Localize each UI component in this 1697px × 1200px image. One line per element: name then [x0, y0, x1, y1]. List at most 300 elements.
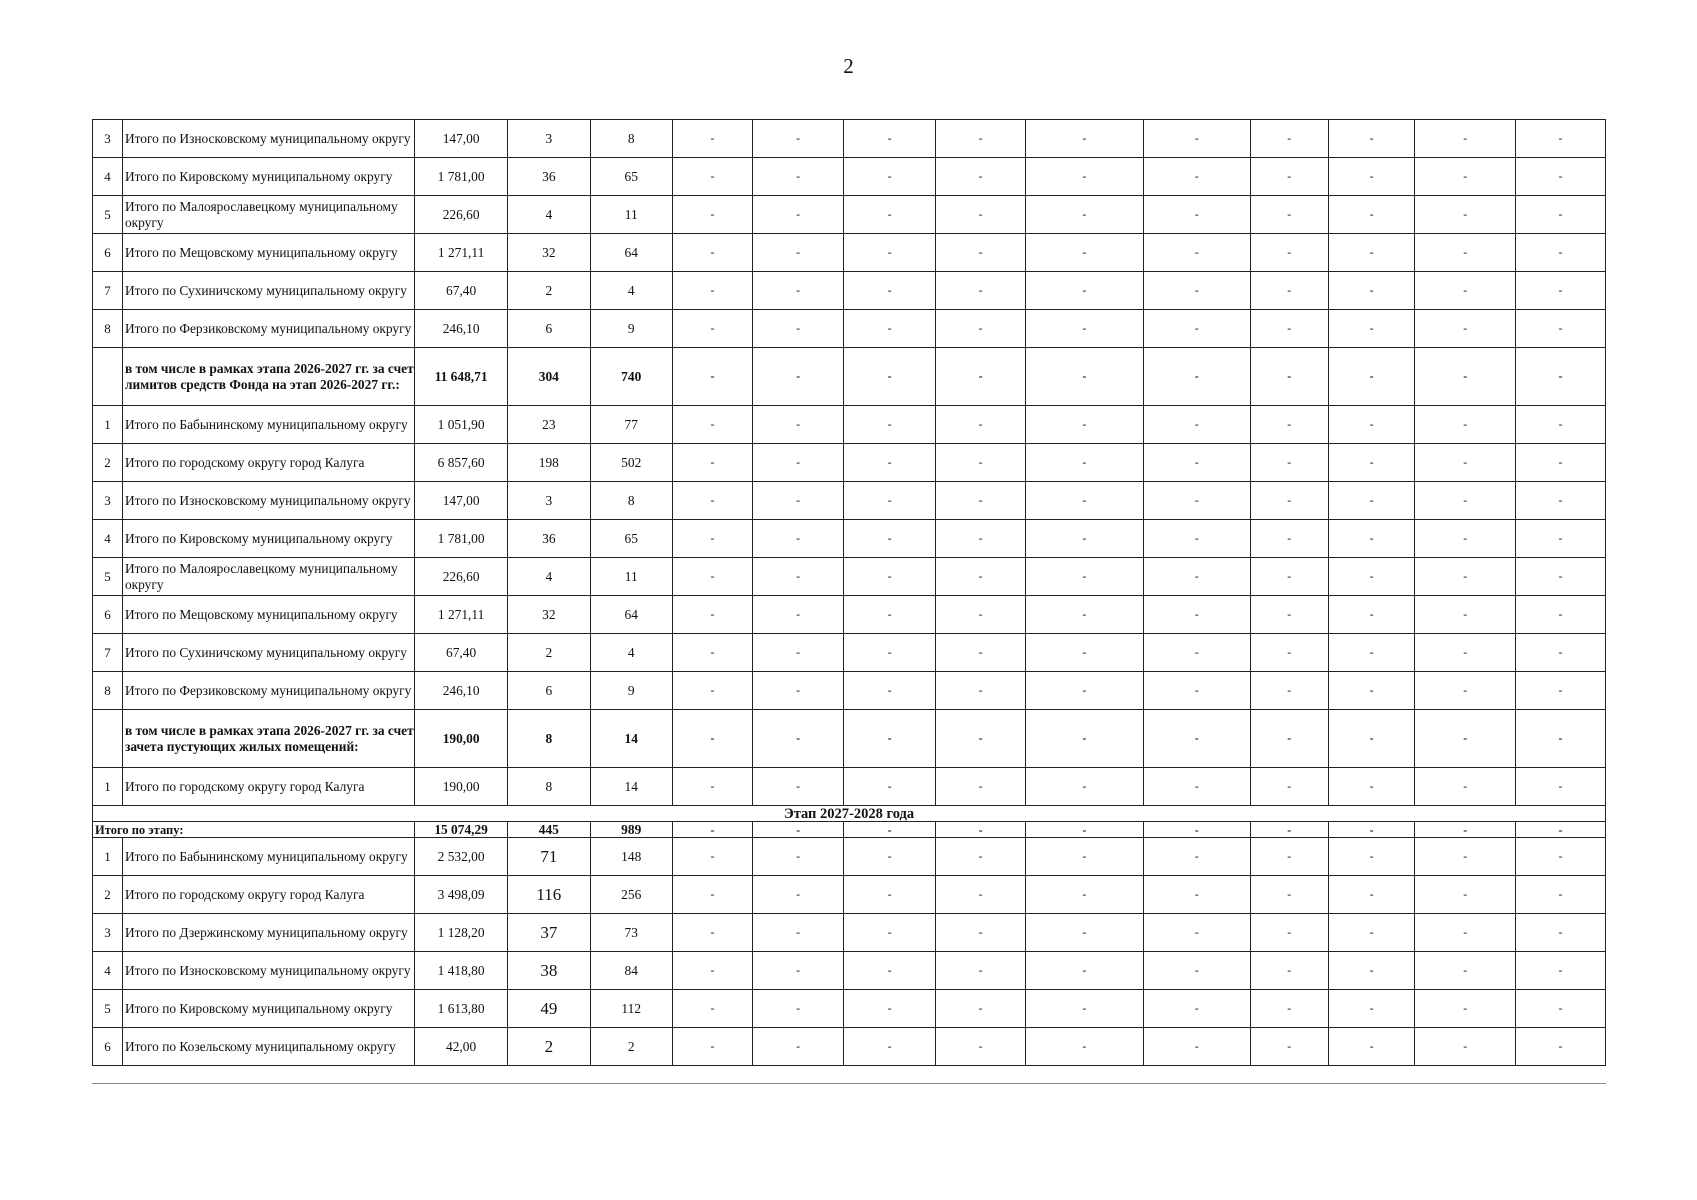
empty-value-cell: -: [1415, 952, 1516, 990]
empty-value-cell: -: [1328, 120, 1415, 158]
empty-value-cell: -: [1516, 272, 1606, 310]
empty-value-cell: -: [936, 520, 1026, 558]
empty-value-cell: -: [844, 558, 936, 596]
empty-value-cell: -: [1250, 634, 1328, 672]
empty-value-cell: -: [1328, 710, 1415, 768]
empty-value-cell: -: [1143, 710, 1250, 768]
empty-value-cell: -: [1415, 876, 1516, 914]
table-row: [93, 158, 1606, 196]
empty-value-cell: -: [1328, 876, 1415, 914]
empty-value-cell: -: [844, 822, 936, 838]
housing-count-cell: 304: [508, 348, 590, 406]
area-cell: 67,40: [415, 272, 508, 310]
empty-value-cell: -: [1143, 406, 1250, 444]
residents-count-cell: 2: [590, 1028, 672, 1066]
table-row: [93, 558, 1606, 596]
empty-value-cell: -: [672, 596, 752, 634]
empty-value-cell: -: [936, 234, 1026, 272]
empty-value-cell: -: [1415, 634, 1516, 672]
row-number-cell: 5: [93, 558, 123, 596]
empty-value-cell: -: [844, 234, 936, 272]
empty-value-cell: -: [1026, 444, 1144, 482]
empty-value-cell: -: [1516, 634, 1606, 672]
empty-value-cell: -: [753, 234, 844, 272]
empty-value-cell: -: [753, 914, 844, 952]
row-number-cell: 8: [93, 310, 123, 348]
table-row: [93, 838, 1606, 876]
empty-value-cell: -: [753, 952, 844, 990]
empty-value-cell: -: [1143, 914, 1250, 952]
empty-value-cell: -: [1250, 234, 1328, 272]
residents-count-cell: 14: [590, 710, 672, 768]
empty-value-cell: -: [1415, 158, 1516, 196]
table-row: [93, 672, 1606, 710]
empty-value-cell: -: [672, 120, 752, 158]
empty-value-cell: -: [936, 634, 1026, 672]
empty-value-cell: -: [844, 710, 936, 768]
empty-value-cell: -: [1026, 120, 1144, 158]
empty-value-cell: -: [1250, 272, 1328, 310]
area-cell: 1 781,00: [415, 158, 508, 196]
empty-value-cell: -: [753, 120, 844, 158]
empty-value-cell: -: [1143, 634, 1250, 672]
municipality-name-cell: Итого по Бабынинскому муниципальному округу: [122, 838, 414, 876]
empty-value-cell: -: [1250, 952, 1328, 990]
residents-count-cell: 11: [590, 558, 672, 596]
empty-value-cell: -: [1516, 990, 1606, 1028]
residents-count-cell: 14: [590, 768, 672, 806]
row-number-cell: 4: [93, 952, 123, 990]
table-row: [93, 406, 1606, 444]
empty-value-cell: -: [1328, 482, 1415, 520]
municipality-name-cell: Итого по городскому округу город Калуга: [122, 768, 414, 806]
housing-count-cell: 71: [508, 838, 590, 876]
empty-value-cell: -: [672, 710, 752, 768]
row-number-cell: 1: [93, 406, 123, 444]
area-cell: 1 613,80: [415, 990, 508, 1028]
empty-value-cell: -: [1143, 876, 1250, 914]
area-cell: 226,60: [415, 558, 508, 596]
empty-value-cell: -: [1328, 406, 1415, 444]
housing-count-cell: 23: [508, 406, 590, 444]
empty-value-cell: -: [1026, 520, 1144, 558]
empty-value-cell: -: [1516, 914, 1606, 952]
municipality-name-cell: Итого по городскому округу город Калуга: [122, 876, 414, 914]
empty-value-cell: -: [936, 914, 1026, 952]
empty-value-cell: -: [1328, 634, 1415, 672]
housing-count-cell: 38: [508, 952, 590, 990]
row-number-cell: 2: [93, 876, 123, 914]
empty-value-cell: -: [844, 1028, 936, 1066]
housing-count-cell: 6: [508, 672, 590, 710]
empty-value-cell: -: [672, 822, 752, 838]
empty-value-cell: -: [753, 672, 844, 710]
empty-value-cell: -: [936, 876, 1026, 914]
row-number-cell: 3: [93, 914, 123, 952]
municipality-name-cell: Итого по Ферзиковскому муниципальному округу: [122, 672, 414, 710]
residents-count-cell: 84: [590, 952, 672, 990]
empty-value-cell: -: [1415, 272, 1516, 310]
empty-value-cell: -: [844, 672, 936, 710]
empty-value-cell: -: [1250, 406, 1328, 444]
residents-count-cell: 989: [590, 822, 672, 838]
housing-count-cell: 32: [508, 596, 590, 634]
table-row: [93, 914, 1606, 952]
municipality-name-cell: Итого по Кировскому муниципальному округу: [122, 520, 414, 558]
municipality-name-cell: Итого по Износковскому муниципальному округу: [122, 952, 414, 990]
housing-count-cell: 3: [508, 482, 590, 520]
area-cell: 6 857,60: [415, 444, 508, 482]
empty-value-cell: -: [1026, 234, 1144, 272]
row-number-cell: 4: [93, 158, 123, 196]
table-row: [93, 310, 1606, 348]
table-row: [93, 234, 1606, 272]
empty-value-cell: -: [1250, 596, 1328, 634]
empty-value-cell: -: [1516, 710, 1606, 768]
empty-value-cell: -: [1250, 482, 1328, 520]
empty-value-cell: -: [1250, 672, 1328, 710]
empty-value-cell: -: [1328, 158, 1415, 196]
area-cell: 11 648,71: [415, 348, 508, 406]
table-row: [93, 444, 1606, 482]
stage-total-label-cell: Итого по этапу:: [93, 822, 415, 838]
row-number-cell: 6: [93, 1028, 123, 1066]
empty-value-cell: -: [1516, 310, 1606, 348]
empty-value-cell: -: [1250, 310, 1328, 348]
empty-value-cell: -: [1328, 838, 1415, 876]
empty-value-cell: -: [672, 634, 752, 672]
empty-value-cell: -: [1143, 444, 1250, 482]
empty-value-cell: -: [1026, 876, 1144, 914]
empty-value-cell: -: [1415, 596, 1516, 634]
residents-count-cell: 502: [590, 444, 672, 482]
table-row: [93, 520, 1606, 558]
empty-value-cell: -: [1143, 672, 1250, 710]
empty-value-cell: -: [1415, 822, 1516, 838]
empty-value-cell: -: [1516, 558, 1606, 596]
empty-value-cell: -: [936, 1028, 1026, 1066]
empty-value-cell: -: [1328, 914, 1415, 952]
row-number-cell: 6: [93, 596, 123, 634]
municipality-name-cell: Итого по Бабынинскому муниципальному округу: [122, 406, 414, 444]
empty-value-cell: -: [936, 822, 1026, 838]
empty-value-cell: -: [844, 990, 936, 1028]
empty-value-cell: -: [1328, 348, 1415, 406]
empty-value-cell: -: [1143, 482, 1250, 520]
empty-value-cell: -: [1250, 520, 1328, 558]
housing-count-cell: 32: [508, 234, 590, 272]
empty-value-cell: -: [672, 990, 752, 1028]
empty-value-cell: -: [1415, 120, 1516, 158]
municipality-name-cell: Итого по Малоярославецкому муниципальному округу: [122, 558, 414, 596]
empty-value-cell: -: [1516, 120, 1606, 158]
residents-count-cell: 65: [590, 520, 672, 558]
empty-value-cell: -: [1026, 768, 1144, 806]
empty-value-cell: -: [1143, 596, 1250, 634]
residents-count-cell: 8: [590, 120, 672, 158]
empty-value-cell: -: [753, 310, 844, 348]
municipality-name-cell: Итого по городскому округу город Калуга: [122, 444, 414, 482]
housing-count-cell: 6: [508, 310, 590, 348]
row-number-cell: 8: [93, 672, 123, 710]
empty-value-cell: -: [1250, 822, 1328, 838]
empty-value-cell: -: [936, 710, 1026, 768]
empty-value-cell: -: [753, 634, 844, 672]
empty-value-cell: -: [1026, 482, 1144, 520]
empty-value-cell: -: [672, 952, 752, 990]
empty-value-cell: -: [1250, 558, 1328, 596]
area-cell: 1 781,00: [415, 520, 508, 558]
table-row: [93, 272, 1606, 310]
empty-value-cell: -: [1250, 838, 1328, 876]
empty-value-cell: -: [1415, 406, 1516, 444]
empty-value-cell: -: [1328, 234, 1415, 272]
empty-value-cell: -: [753, 838, 844, 876]
empty-value-cell: -: [1328, 196, 1415, 234]
empty-value-cell: -: [1026, 672, 1144, 710]
empty-value-cell: -: [1415, 348, 1516, 406]
residents-count-cell: 65: [590, 158, 672, 196]
empty-value-cell: -: [1516, 1028, 1606, 1066]
empty-value-cell: -: [1250, 990, 1328, 1028]
row-number-cell: 2: [93, 444, 123, 482]
housing-count-cell: 49: [508, 990, 590, 1028]
empty-value-cell: -: [1516, 196, 1606, 234]
empty-value-cell: -: [844, 158, 936, 196]
municipality-name-cell: Итого по Кировскому муниципальному округу: [122, 990, 414, 1028]
empty-value-cell: -: [936, 310, 1026, 348]
area-cell: 147,00: [415, 120, 508, 158]
empty-value-cell: -: [1250, 876, 1328, 914]
empty-value-cell: -: [1143, 158, 1250, 196]
table-row: [93, 876, 1606, 914]
empty-value-cell: -: [753, 710, 844, 768]
empty-value-cell: -: [672, 406, 752, 444]
table-row: [93, 196, 1606, 234]
empty-value-cell: -: [1415, 196, 1516, 234]
empty-value-cell: -: [672, 768, 752, 806]
empty-value-cell: -: [1250, 768, 1328, 806]
empty-value-cell: -: [672, 876, 752, 914]
empty-value-cell: -: [1143, 272, 1250, 310]
empty-value-cell: -: [672, 272, 752, 310]
empty-value-cell: -: [844, 120, 936, 158]
empty-value-cell: -: [1516, 596, 1606, 634]
municipality-name-cell: Итого по Износковскому муниципальному округу: [122, 482, 414, 520]
row-number-cell: 5: [93, 990, 123, 1028]
empty-value-cell: -: [1026, 596, 1144, 634]
row-number-cell: 4: [93, 520, 123, 558]
empty-value-cell: -: [753, 444, 844, 482]
empty-value-cell: -: [936, 444, 1026, 482]
empty-value-cell: -: [672, 158, 752, 196]
empty-value-cell: -: [936, 838, 1026, 876]
empty-value-cell: -: [753, 990, 844, 1028]
empty-value-cell: -: [1143, 990, 1250, 1028]
empty-value-cell: -: [753, 596, 844, 634]
empty-value-cell: -: [844, 272, 936, 310]
empty-value-cell: -: [936, 768, 1026, 806]
empty-value-cell: -: [1250, 710, 1328, 768]
empty-value-cell: -: [1415, 710, 1516, 768]
empty-value-cell: -: [1026, 158, 1144, 196]
empty-value-cell: -: [1328, 272, 1415, 310]
table-row: [93, 952, 1606, 990]
subtotal-name-cell: в том числе в рамках этапа 2026-2027 гг. за счет зачета пустующих жилых помещений:: [122, 710, 414, 768]
empty-value-cell: -: [844, 596, 936, 634]
row-number-cell: 7: [93, 634, 123, 672]
empty-value-cell: -: [1415, 838, 1516, 876]
empty-value-cell: -: [1026, 634, 1144, 672]
empty-value-cell: -: [936, 272, 1026, 310]
subtotal-row: [93, 710, 1606, 768]
residents-count-cell: 112: [590, 990, 672, 1028]
empty-value-cell: -: [1516, 876, 1606, 914]
empty-value-cell: -: [672, 1028, 752, 1066]
resettlement-table: [92, 119, 1606, 1066]
empty-value-cell: -: [1328, 672, 1415, 710]
empty-value-cell: -: [1026, 838, 1144, 876]
empty-value-cell: -: [1328, 558, 1415, 596]
municipality-name-cell: Итого по Ферзиковскому муниципальному округу: [122, 310, 414, 348]
area-cell: 1 128,20: [415, 914, 508, 952]
empty-value-cell: -: [1415, 990, 1516, 1028]
housing-count-cell: 3: [508, 120, 590, 158]
empty-value-cell: -: [844, 914, 936, 952]
housing-count-cell: 2: [508, 272, 590, 310]
housing-count-cell: 36: [508, 158, 590, 196]
empty-value-cell: -: [936, 558, 1026, 596]
empty-value-cell: -: [1415, 1028, 1516, 1066]
stage-total-row: [93, 822, 1606, 838]
municipality-name-cell: Итого по Сухиничскому муниципальному округу: [122, 272, 414, 310]
stage-header-row: [93, 806, 1606, 822]
empty-value-cell: -: [1516, 482, 1606, 520]
housing-count-cell: 2: [508, 634, 590, 672]
empty-value-cell: -: [1143, 838, 1250, 876]
housing-count-cell: 37: [508, 914, 590, 952]
empty-value-cell: -: [753, 272, 844, 310]
empty-value-cell: -: [1328, 596, 1415, 634]
empty-value-cell: -: [672, 482, 752, 520]
empty-value-cell: -: [1026, 952, 1144, 990]
municipality-name-cell: Итого по Малоярославецкому муниципальному округу: [122, 196, 414, 234]
empty-value-cell: -: [1143, 822, 1250, 838]
empty-value-cell: -: [844, 768, 936, 806]
empty-value-cell: -: [936, 406, 1026, 444]
empty-value-cell: -: [1026, 406, 1144, 444]
row-number-cell: 7: [93, 272, 123, 310]
housing-count-cell: 2: [508, 1028, 590, 1066]
empty-value-cell: -: [1415, 768, 1516, 806]
area-cell: 1 271,11: [415, 234, 508, 272]
empty-value-cell: -: [1026, 990, 1144, 1028]
empty-value-cell: -: [1250, 196, 1328, 234]
empty-value-cell: -: [1328, 1028, 1415, 1066]
residents-count-cell: 8: [590, 482, 672, 520]
empty-value-cell: -: [936, 120, 1026, 158]
area-cell: 1 051,90: [415, 406, 508, 444]
empty-value-cell: -: [1415, 914, 1516, 952]
empty-value-cell: -: [672, 196, 752, 234]
empty-value-cell: -: [936, 196, 1026, 234]
empty-value-cell: -: [1026, 348, 1144, 406]
empty-value-cell: -: [936, 952, 1026, 990]
empty-value-cell: -: [1328, 822, 1415, 838]
housing-count-cell: 8: [508, 710, 590, 768]
empty-value-cell: -: [936, 596, 1026, 634]
empty-value-cell: -: [1516, 158, 1606, 196]
row-number-cell: 3: [93, 120, 123, 158]
municipality-name-cell: Итого по Сухиничскому муниципальному округу: [122, 634, 414, 672]
table-row: [93, 990, 1606, 1028]
row-number-cell: [93, 710, 123, 768]
residents-count-cell: 73: [590, 914, 672, 952]
area-cell: 226,60: [415, 196, 508, 234]
empty-value-cell: -: [844, 838, 936, 876]
table-row: [93, 768, 1606, 806]
empty-value-cell: -: [1415, 310, 1516, 348]
empty-value-cell: -: [1250, 348, 1328, 406]
empty-value-cell: -: [753, 520, 844, 558]
empty-value-cell: -: [1250, 1028, 1328, 1066]
empty-value-cell: -: [1026, 558, 1144, 596]
empty-value-cell: -: [1026, 196, 1144, 234]
row-number-cell: 6: [93, 234, 123, 272]
empty-value-cell: -: [1143, 234, 1250, 272]
housing-count-cell: 116: [508, 876, 590, 914]
empty-value-cell: -: [672, 444, 752, 482]
area-cell: 190,00: [415, 768, 508, 806]
empty-value-cell: -: [844, 444, 936, 482]
residents-count-cell: 9: [590, 310, 672, 348]
empty-value-cell: -: [1516, 822, 1606, 838]
housing-count-cell: 198: [508, 444, 590, 482]
empty-value-cell: -: [1143, 952, 1250, 990]
empty-value-cell: -: [1516, 768, 1606, 806]
empty-value-cell: -: [936, 672, 1026, 710]
empty-value-cell: -: [1328, 990, 1415, 1028]
residents-count-cell: 256: [590, 876, 672, 914]
housing-count-cell: 445: [508, 822, 590, 838]
housing-count-cell: 8: [508, 768, 590, 806]
empty-value-cell: -: [753, 558, 844, 596]
area-cell: 67,40: [415, 634, 508, 672]
empty-value-cell: -: [672, 672, 752, 710]
area-cell: 246,10: [415, 672, 508, 710]
empty-value-cell: -: [1415, 444, 1516, 482]
area-cell: 1 418,80: [415, 952, 508, 990]
row-number-cell: 5: [93, 196, 123, 234]
residents-count-cell: 64: [590, 596, 672, 634]
municipality-name-cell: Итого по Дзержинскому муниципальному округу: [122, 914, 414, 952]
subtotal-name-cell: в том числе в рамках этапа 2026-2027 гг. за счет лимитов средств Фонда на этап 2026-2027 гг.:: [122, 348, 414, 406]
empty-value-cell: -: [844, 876, 936, 914]
empty-value-cell: -: [1250, 914, 1328, 952]
empty-value-cell: -: [753, 406, 844, 444]
empty-value-cell: -: [1328, 520, 1415, 558]
housing-count-cell: 4: [508, 558, 590, 596]
empty-value-cell: -: [672, 234, 752, 272]
empty-value-cell: -: [753, 158, 844, 196]
housing-count-cell: 4: [508, 196, 590, 234]
empty-value-cell: -: [936, 482, 1026, 520]
empty-value-cell: -: [1026, 272, 1144, 310]
area-cell: 2 532,00: [415, 838, 508, 876]
empty-value-cell: -: [844, 952, 936, 990]
empty-value-cell: -: [1516, 952, 1606, 990]
empty-value-cell: -: [1415, 672, 1516, 710]
